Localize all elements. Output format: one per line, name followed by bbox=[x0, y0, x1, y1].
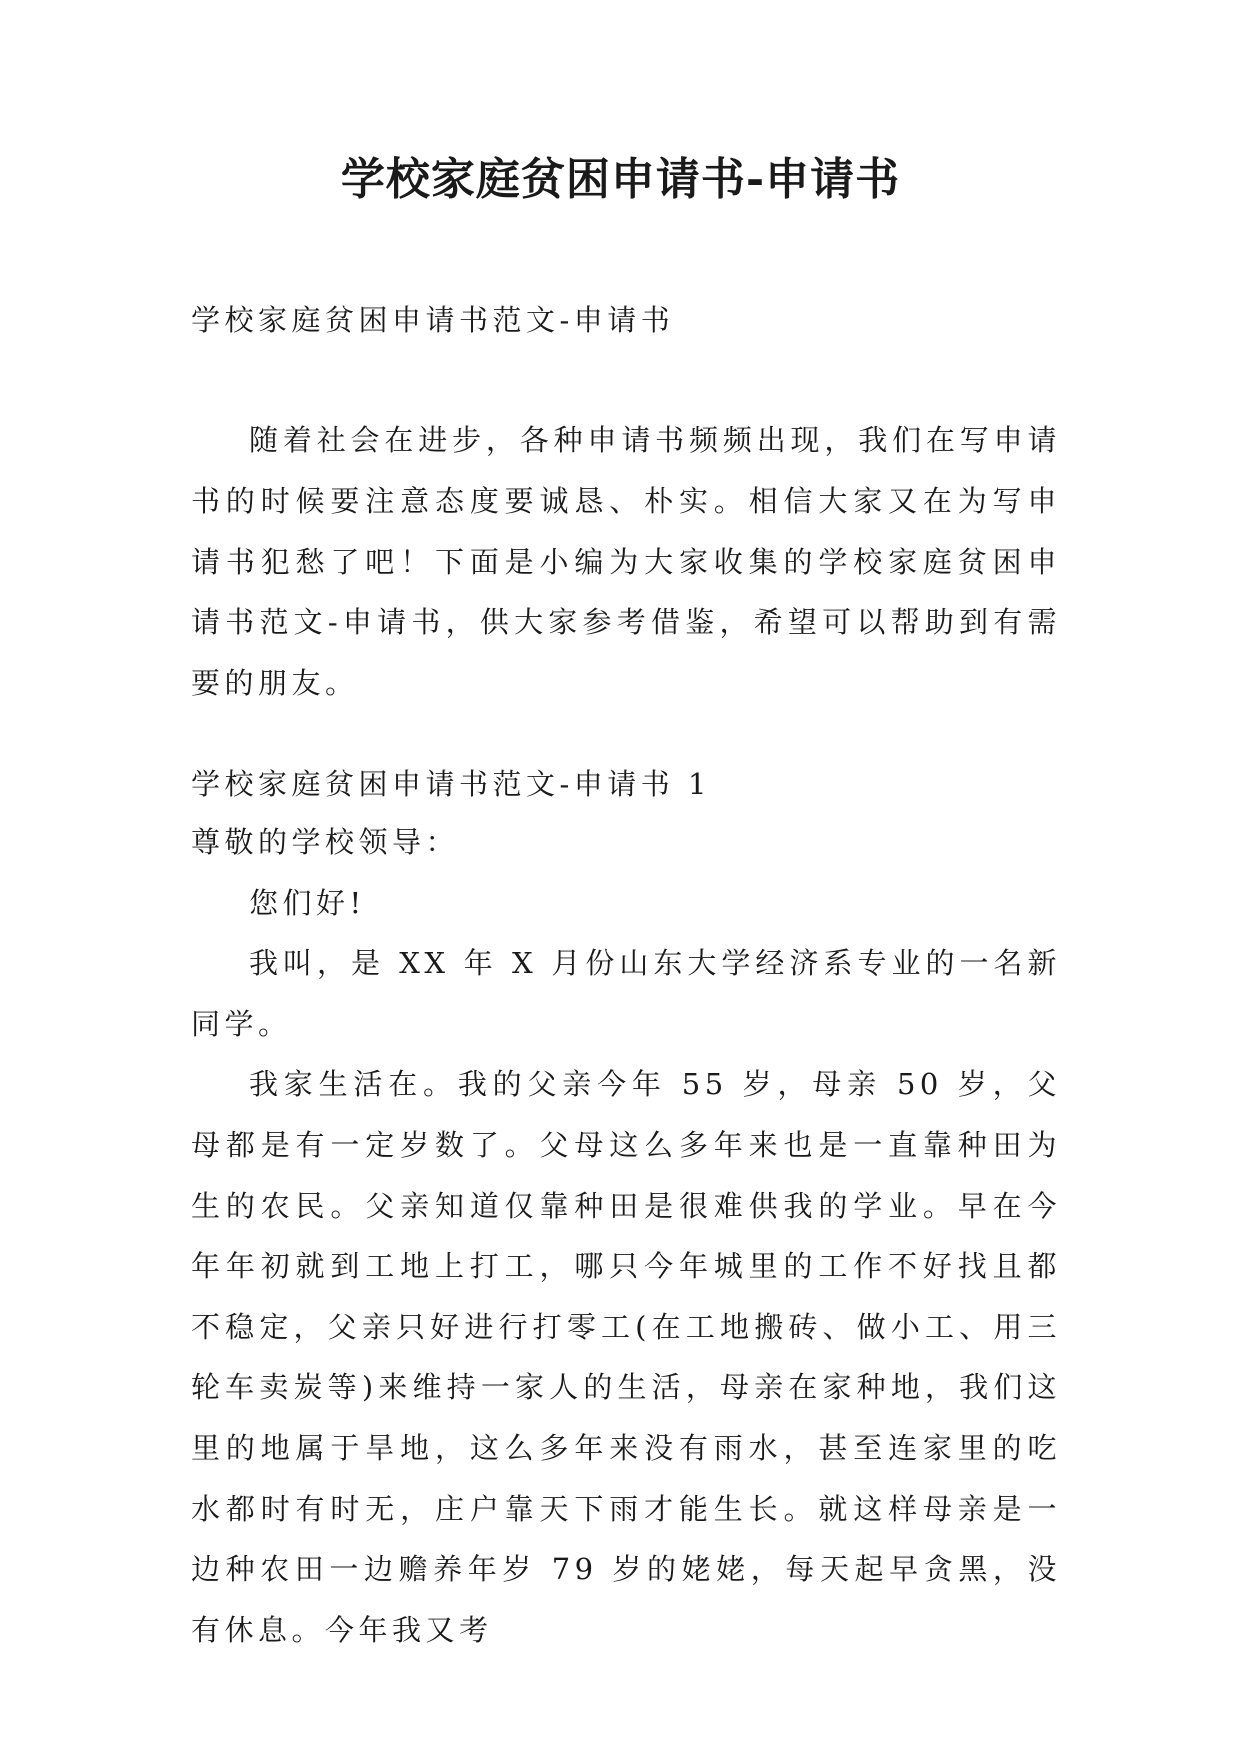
document-title: 学校家庭贫困申请书-申请书 bbox=[340, 154, 901, 205]
sample-heading: 学校家庭贫困申请书范文-申请书 1 bbox=[191, 767, 711, 801]
letter-paragraph: 我家生活在。我的父亲今年 55 岁，母亲 50 岁，父母都是有一定岁数了。父母这么多年来也是一直靠种田为生的农民。父亲知道仅靠种田是很难供我的学业。早在今年年初就到工地上打工，哪只今年城里的工作不好找且都不稳定，父亲只好进行打零工(在工地搬砖、做小工、用三轮车卖炭等)来维持一家人的生活，母亲在家种地，我们这里的地属于旱地，这么多年来没有雨水，甚至连家里的吃水都时有时无，庄户靠天下雨才能生长。就这样母亲是一边种农田一边赡养年岁 79 岁的姥姥，每天起早贪黑，没有休息。今年我又考 bbox=[191, 1067, 1061, 1647]
letter-salutation: 尊敬的学校领导： bbox=[191, 825, 460, 859]
letter-paragraph: 我叫，是 XX 年 X 月份山东大学经济系专业的一名新同学。 bbox=[191, 946, 1061, 1041]
document-subtitle: 学校家庭贫困申请书范文-申请书 bbox=[191, 303, 675, 337]
letter-body bbox=[191, 812, 1061, 1660]
intro-paragraph: 随着社会在进步，各种申请书频频出现，我们在写申请书的时候要注意态度要诚恳、朴实。相信大家又在为写申请书犯愁了吧！下面是小编为大家收集的学校家庭贫困申请书范文-申请书，供大家参考借鉴，希望可以帮助到有需要的朋友。 bbox=[191, 423, 1061, 701]
letter-greeting: 您们好! bbox=[249, 885, 366, 920]
